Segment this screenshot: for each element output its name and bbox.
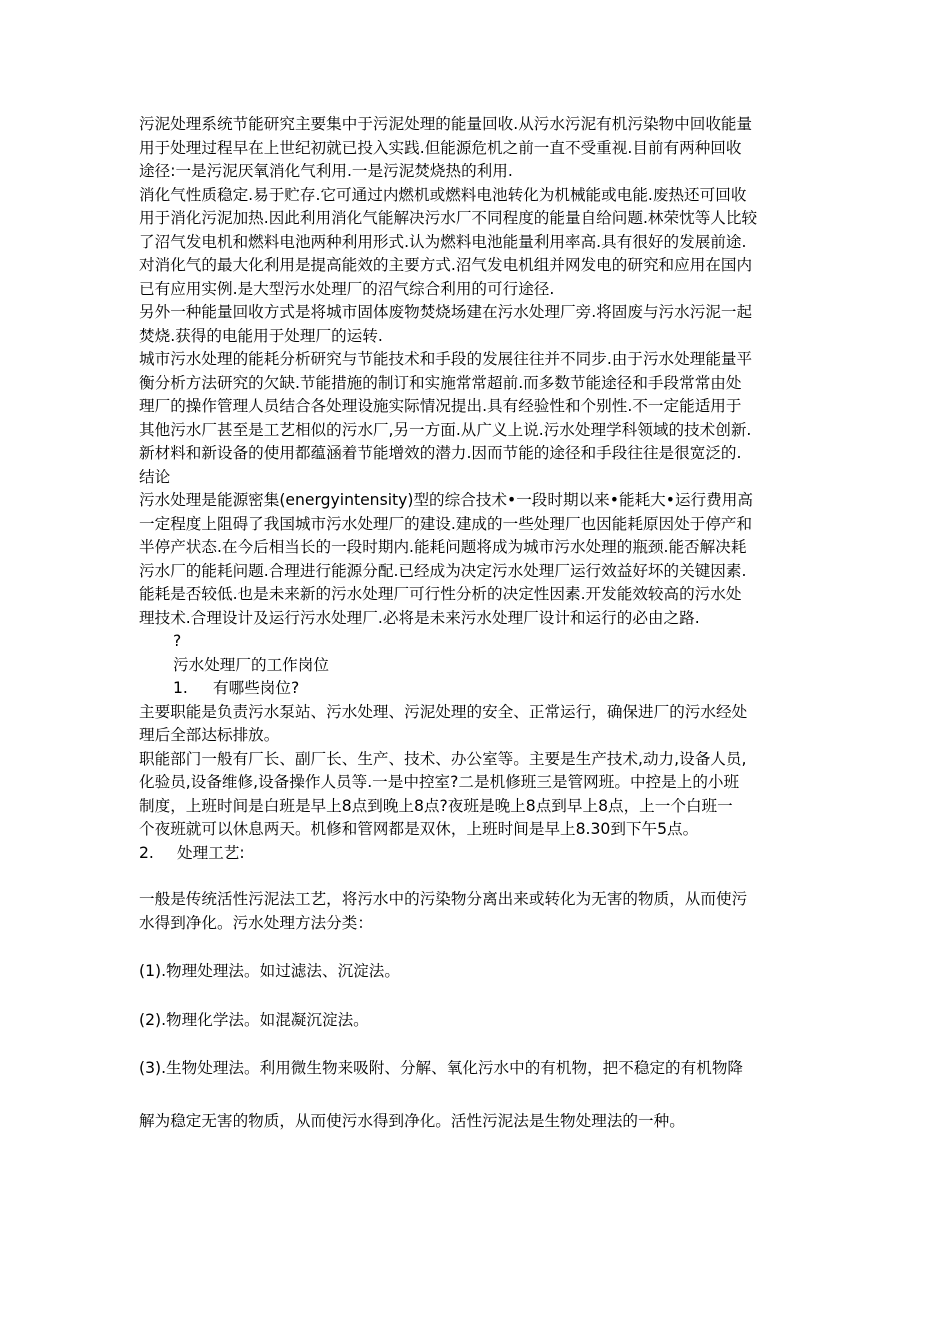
process-section bbox=[139, 888, 821, 935]
duties-section bbox=[139, 701, 821, 842]
text-line: 城市污水处理的能耗分析研究与节能技术和手段的发展往往并不同步.由于污水处理能量平 bbox=[139, 350, 753, 368]
text-line: 消化气性质稳定.易于贮存.它可通过内燃机或燃料电池转化为机械能或电能.废热还可回收 bbox=[139, 185, 747, 204]
text-line: 化验员,设备维修,设备操作人员等.一是中控室?二是机修班三是管网班。中控是上的小班 bbox=[139, 773, 740, 791]
text-line: 一般是传统活性污泥法工艺，将污水中的污染物分离出来或转化为无害的物质，从而使污 bbox=[139, 890, 748, 908]
method-3-continued: 解为稳定无害的物质，从而使污水得到净化。活性污泥法是生物处理法的一种。 bbox=[139, 1111, 685, 1130]
text-line: 已有应用实例.是大型污水处理厂的沼气综合利用的可行途径. bbox=[139, 279, 555, 298]
text-line: 另外一种能量回收方式是将城市固体废物焚烧场建在污水处理厂旁.将固废与污水污泥一起 bbox=[139, 303, 753, 321]
question-mark: ? bbox=[173, 632, 182, 650]
text-line: 制度，上班时间是白班是早上8点到晚上8点?夜班是晚上8点到早上8点，上一个白班一 bbox=[139, 796, 733, 815]
question-2-number: 2. bbox=[139, 843, 154, 862]
question-1-text: 有哪些岗位? bbox=[213, 679, 300, 697]
text-line: 其他污水厂甚至是工艺相似的污水厂,另一方面.从广义上说.污水处理学科领域的技术创新. bbox=[139, 420, 752, 439]
text-line: 了沼气发电机和燃料电池两种利用形式.认为燃料电池能量利用率高.具有很好的发展前途. bbox=[139, 232, 747, 251]
question-2-text: 处理工艺: bbox=[177, 843, 245, 862]
question-2 bbox=[139, 842, 821, 866]
text-line: 理技术.合理设计及运行污水处理厂.必将是未来污水处理厂设计和运行的必由之路. bbox=[139, 608, 700, 627]
text-line: 主要职能是负责污水泵站、污水处理、污泥处理的安全、正常运行，确保进厂的污水经处 bbox=[139, 702, 748, 721]
text-line: 个夜班就可以休息两天。机修和管网都是双休，上班时间是早上8.30到下午5点。 bbox=[139, 820, 699, 838]
text-line: 用于消化污泥加热.因此利用消化气能解决污水厂不同程度的能量自给问题.林荣忱等人比较 bbox=[139, 209, 758, 227]
text-line: 新材料和新设备的使用都蕴涵着节能增效的潜力.因而节能的途径和手段往往是很宽泛的. bbox=[139, 444, 742, 462]
text-line: 半停产状态.在今后相当长的一段时期内.能耗问题将成为城市污水处理的瓶颈.能否解决耗 bbox=[139, 538, 747, 556]
section-title: 污水处理厂的工作岗位 bbox=[173, 655, 329, 674]
text-line: 理后全部达标排放。 bbox=[139, 726, 280, 744]
text-line: 理厂的操作管理人员结合各处理设施实际情况提出.具有经验性和个别性.不一定能适用于 bbox=[139, 397, 742, 415]
energy-section bbox=[139, 113, 821, 630]
text-line: 衡分析方法研究的欠缺.节能措施的制订和实施常常超前.而多数节能途径和手段常常由处 bbox=[139, 373, 742, 392]
document-page bbox=[139, 113, 821, 1133]
conclusion-heading: 结论 bbox=[139, 467, 171, 486]
text-line: 能耗是否较低.也是未来新的污水处理厂可行性分析的决定性因素.开发能效较高的污水处 bbox=[139, 585, 742, 603]
text-line: 污泥处理系统节能研究主要集中于污泥处理的能量回收.从污水污泥有机污染物中回收能量 bbox=[139, 115, 753, 133]
text-line: 用于处理过程早在上世纪初就已投入实践.但能源危机之前一直不受重视.目前有两种回收 bbox=[139, 138, 742, 157]
text-line: 一定程度上阻碍了我国城市污水处理厂的建设.建成的一些处理厂也因能耗原因处于停产和 bbox=[139, 514, 753, 533]
text-line: 污水处理是能源密集(energyintensity)型的综合技术•一段时期以来•能耗大•运行费用高 bbox=[139, 491, 753, 509]
text-line: 焚烧.获得的电能用于处理厂的运转. bbox=[139, 326, 383, 345]
text-line: 对消化气的最大化利用是提高能效的主要方式.沼气发电机组并网发电的研究和应用在国内 bbox=[139, 256, 753, 274]
text-line: 途径:一是污泥厌氧消化气利用.一是污泥焚烧热的利用. bbox=[139, 162, 513, 180]
method-3: (3).生物处理法。利用微生物来吸附、分解、氧化污水中的有机物，把不稳定的有机物降 bbox=[139, 1059, 744, 1077]
method-2: (2).物理化学法。如混凝沉淀法。 bbox=[139, 1010, 369, 1029]
text-line: 职能部门一般有厂长、副厂长、生产、技术、办公室等。主要是生产技术,动力,设备人员, bbox=[139, 749, 747, 768]
question-1 bbox=[139, 677, 821, 701]
text-line: 污水厂的能耗问题.合理进行能源分配.已经成为决定污水处理厂运行效益好坏的关键因素. bbox=[139, 561, 747, 580]
question-1-number: 1. bbox=[173, 679, 188, 697]
text-line: 水得到净化。污水处理方法分类： bbox=[139, 913, 373, 932]
method-1: (1).物理处理法。如过滤法、沉淀法。 bbox=[139, 962, 400, 980]
